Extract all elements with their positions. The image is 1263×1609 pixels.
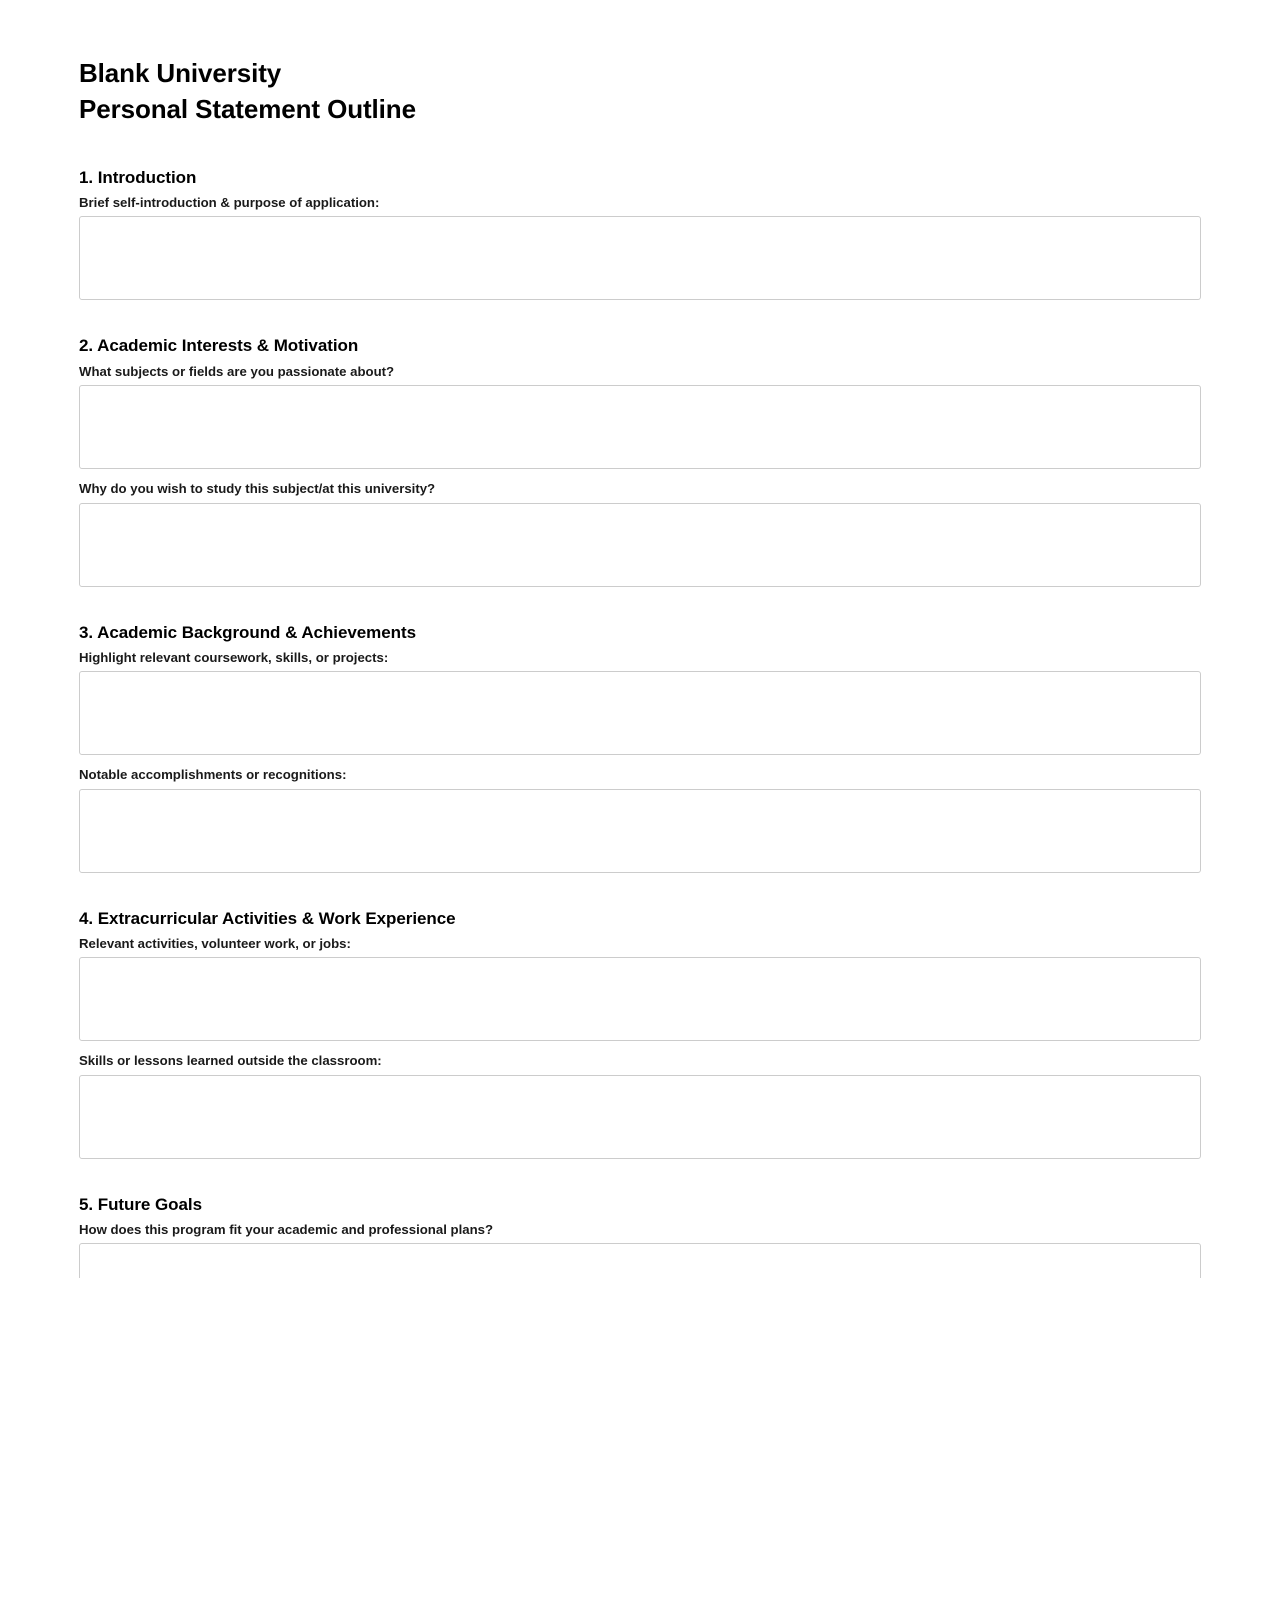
section-heading: 3. Academic Background & Achievements [79, 622, 417, 642]
section-future-goals [79, 1194, 1201, 1278]
answer-input-activities-jobs[interactable] [79, 957, 1201, 1041]
page-title [79, 55, 1201, 128]
field-label: Notable accomplishments or recognitions: [79, 767, 347, 783]
form-field [79, 649, 1201, 755]
section-introduction [79, 167, 1201, 301]
form-field [79, 363, 1201, 469]
field-label: Why do you wish to study this subject/at this university? [79, 481, 436, 497]
field-label: Relevant activities, volunteer work, or jobs: [79, 935, 351, 951]
section-heading: 1. Introduction [79, 167, 197, 187]
answer-input-why-this-university[interactable] [79, 503, 1201, 587]
field-label: How does this program fit your academic and professional plans? [79, 1221, 494, 1237]
page-title-subtitle: Personal Statement Outline [79, 94, 416, 125]
answer-input-coursework-skills[interactable] [79, 671, 1201, 755]
answer-input-intro-purpose[interactable] [79, 216, 1201, 300]
section-academic-background [79, 622, 1201, 873]
section-heading: 4. Extracurricular Activities & Work Experience [79, 908, 456, 928]
form-field [79, 1221, 1201, 1278]
answer-input-program-fit-plans[interactable] [79, 1243, 1201, 1278]
section-academic-interests [79, 335, 1201, 586]
field-label: Brief self-introduction & purpose of application: [79, 195, 380, 211]
field-label: Skills or lessons learned outside the classroom: [79, 1053, 382, 1069]
form-field [79, 1052, 1201, 1158]
form-field [79, 935, 1201, 1041]
page-title-university: Blank University [79, 58, 282, 88]
answer-input-passionate-subjects[interactable] [79, 385, 1201, 469]
answer-input-skills-outside-classroom[interactable] [79, 1075, 1201, 1159]
section-heading: 2. Academic Interests & Motivation [79, 336, 359, 356]
form-field [79, 766, 1201, 872]
section-heading: 5. Future Goals [79, 1194, 202, 1214]
form-field [79, 480, 1201, 586]
form-field [79, 194, 1201, 300]
field-label: Highlight relevant coursework, skills, or projects: [79, 649, 389, 665]
section-extracurricular [79, 908, 1201, 1159]
field-label: What subjects or fields are you passionate about? [79, 363, 395, 379]
answer-input-accomplishments[interactable] [79, 789, 1201, 873]
